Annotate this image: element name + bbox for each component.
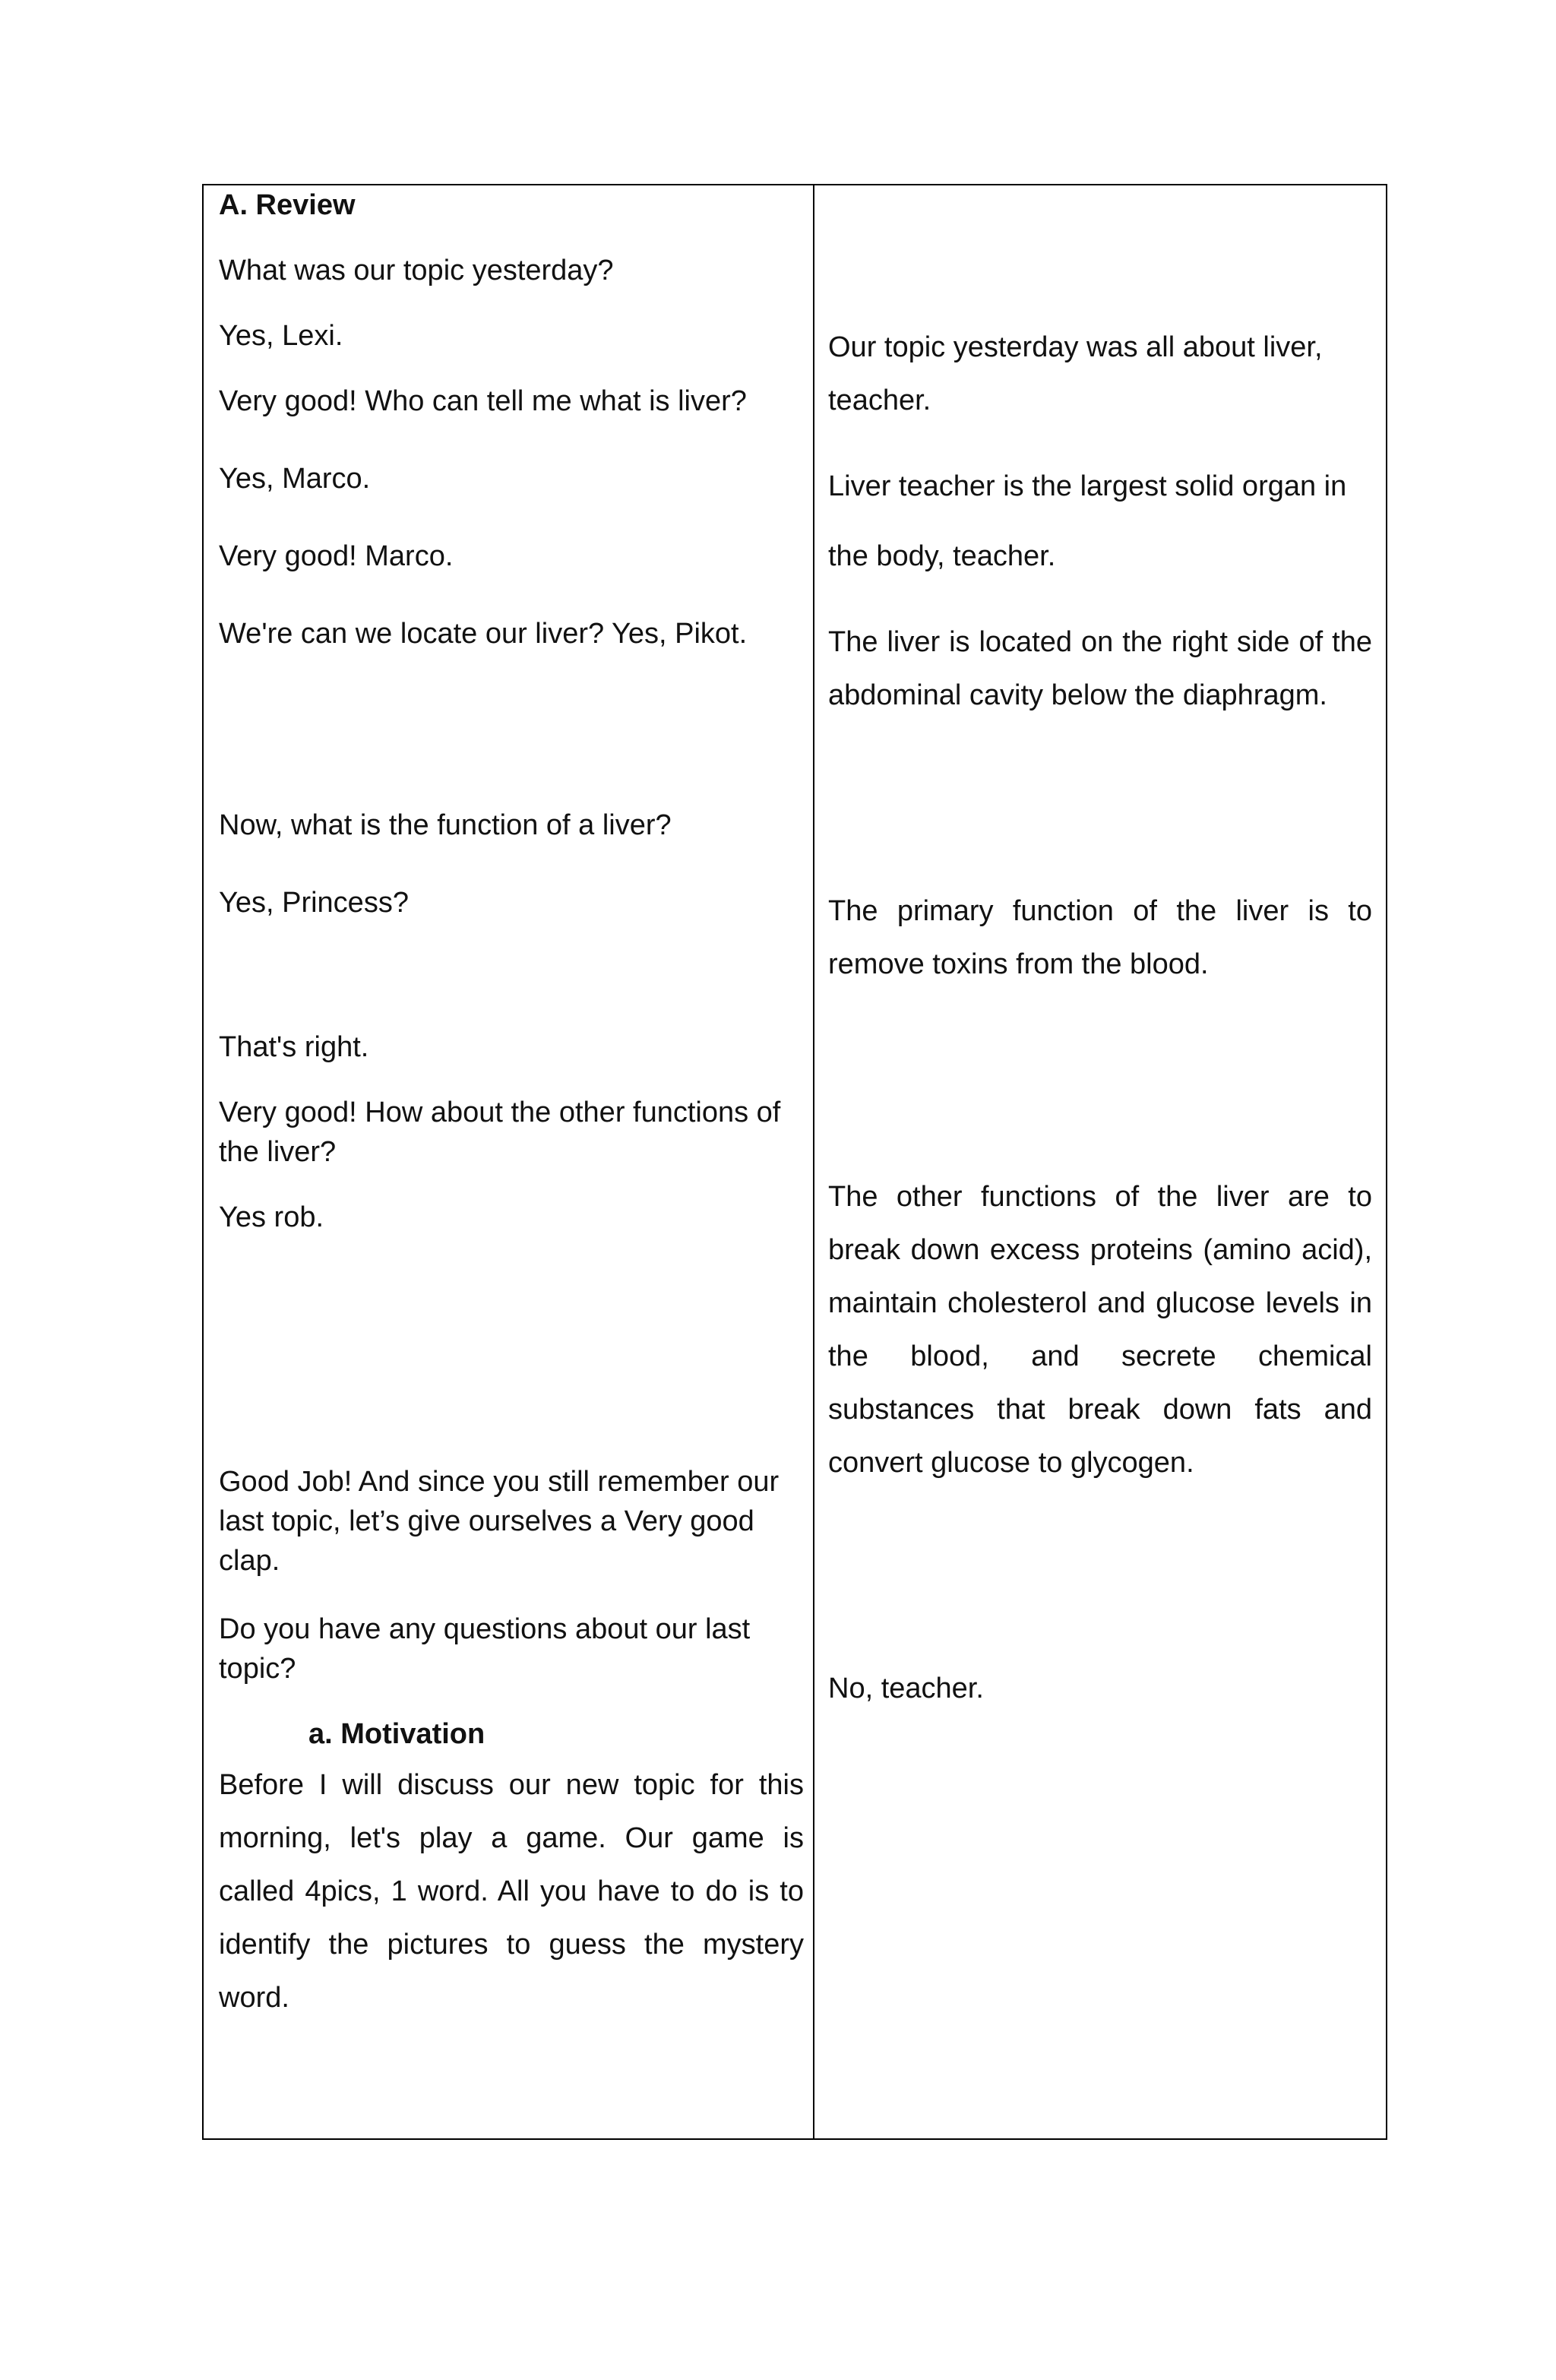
teacher-line: Now, what is the function of a liver?: [219, 809, 672, 841]
teacher-line: Good Job! And since you still remember our last topic, let’s give ourselves a Very good clap.: [219, 1466, 780, 1577]
teacher-line: Yes, Marco.: [219, 463, 371, 495]
student-answer: The other functions of the liver are to break down excess proteins (amino acid), maintain cholesterol and glucose levels in the blood, and secrete chemical substances that break down fats and convert glucose to glycogen.: [828, 1181, 1372, 1479]
student-answer: Liver teacher is the largest solid organ in the body, teacher.: [828, 470, 1347, 572]
teacher-line: Yes rob.: [219, 1201, 324, 1233]
student-answer: No, teacher.: [828, 1673, 984, 1704]
column-divider: [813, 185, 814, 2138]
student-answer: The primary function of the liver is to remove toxins from the blood.: [828, 895, 1372, 980]
teacher-line: What was our topic yesterday?: [219, 255, 614, 286]
teacher-line: Very good! Who can tell me what is liver?: [219, 385, 747, 417]
student-answer: The liver is located on the right side of the abdominal cavity below the diaphragm.: [828, 626, 1372, 711]
teacher-line: Do you have any questions about our last topic?: [219, 1613, 751, 1685]
teacher-line: We're can we locate our liver? Yes, Pikot.: [219, 618, 748, 650]
review-heading: A. Review: [219, 189, 356, 221]
lesson-table: [202, 184, 1387, 2140]
student-answer: Our topic yesterday was all about liver, teacher.: [828, 331, 1323, 416]
teacher-line: Very good! How about the other functions of the liver?: [219, 1097, 781, 1168]
teacher-line: Yes, Lexi.: [219, 320, 343, 352]
teacher-line: Very good! Marco.: [219, 540, 454, 572]
teacher-line: Yes, Princess?: [219, 887, 409, 919]
motivation-heading: a. Motivation: [308, 1718, 485, 1750]
teacher-line: That's right.: [219, 1031, 369, 1063]
motivation-text: Before I will discuss our new topic for this morning, let's play a game. Our game is called 4pics, 1 word. All you have to do is to identify the pictures to guess the mystery word.: [219, 1769, 804, 2014]
